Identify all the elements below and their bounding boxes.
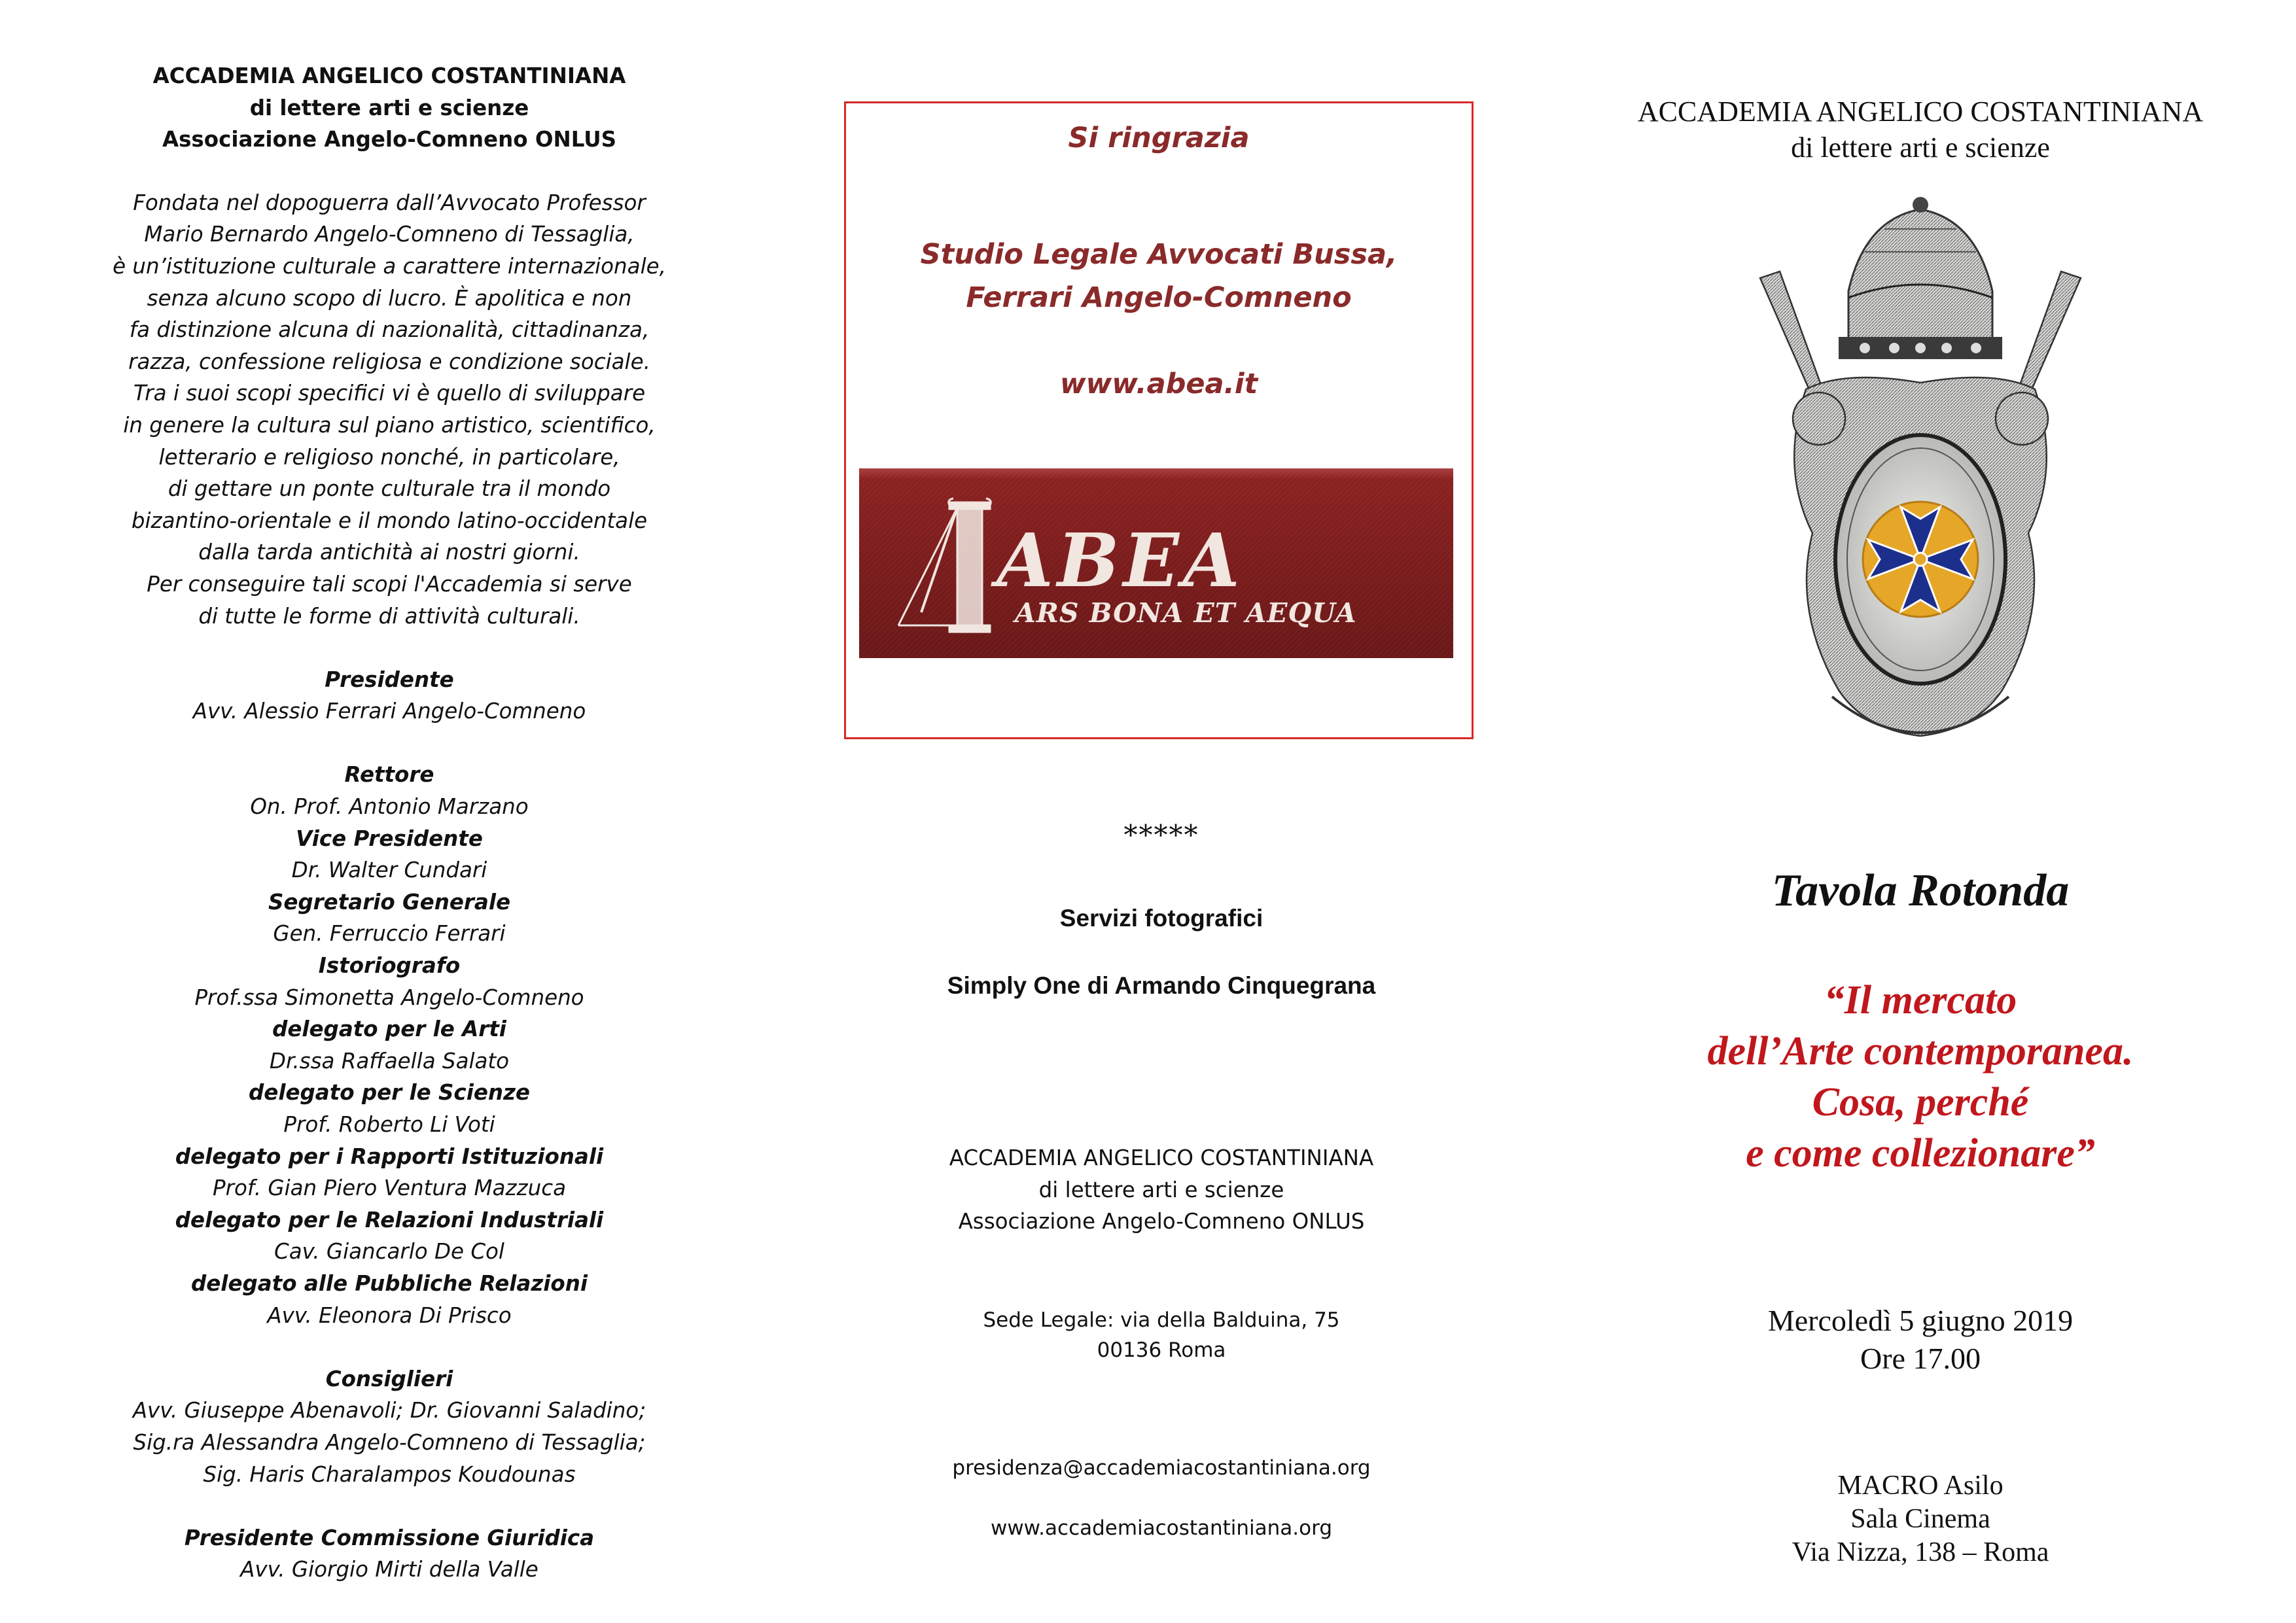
cover-academy-name: ACCADEMIA ANGELICO COSTANTINIANA (1637, 96, 2204, 128)
person-name: Cav. Giancarlo De Col (274, 1239, 504, 1265)
person-name: Dr. Walter Cundari (291, 858, 487, 883)
consiglieri-block (52, 1363, 726, 1490)
about-line: fa distinzione alcuna di nazionalità, cittadinanza, (129, 317, 650, 343)
sponsor-url[interactable]: www.abea.it (1059, 368, 1258, 400)
about-line: Mario Bernardo Angelo-Comneno di Tessaglia, (144, 222, 635, 247)
about-line: di gettare un ponte culturale tra il mondo (168, 476, 611, 502)
presidente-block (52, 664, 726, 727)
crown-icon (1839, 197, 2002, 359)
academy-name: ACCADEMIA ANGELICO COSTANTINIANA (152, 63, 626, 88)
right-panel (1583, 0, 2257, 1623)
about-line: dalla tarda antichità ai nostri giorni. (198, 540, 580, 565)
middle-org-block (844, 1142, 1479, 1238)
person-name: Avv. Eleonora Di Prisco (267, 1302, 512, 1328)
event-time: Ore 17.00 (1860, 1342, 1981, 1375)
middle-panel (844, 0, 1479, 1623)
role-title: delegato alle Pubbliche Relazioni (191, 1270, 588, 1296)
address-line: 00136 Roma (1097, 1338, 1226, 1362)
sponsor-line: Studio Legale Avvocati Bussa, (920, 238, 1398, 271)
event-title-line: e come collezionare” (1746, 1131, 2095, 1176)
photo-services-label: Servizi fotografici (1059, 905, 1263, 932)
event-type: Tavola Rotonda (1771, 865, 2070, 916)
role-title: Consiglieri (325, 1366, 453, 1391)
person-name: Dr.ssa Raffaella Salato (269, 1048, 510, 1073)
academy-header (52, 60, 726, 156)
about-line: Fondata nel dopoguerra dall’Avvocato Professor (133, 190, 646, 215)
about-line: razza, confessione religiosa e condizione sociale. (128, 349, 650, 374)
role-title: Rettore (344, 762, 434, 788)
about-line: bizantino-orientale e il mondo latino-occidentale (131, 508, 648, 533)
about-line: di tutte le forme di attività culturali. (198, 603, 580, 629)
abea-logo (859, 468, 1453, 658)
about-line: Per conseguire tali scopi l'Accademia si serve (147, 571, 632, 597)
person-name: Gen. Ferruccio Ferrari (273, 921, 506, 947)
academy-subtitle: di lettere arti e scienze (249, 95, 529, 120)
person-name: Avv. Giorgio Mirti della Valle (240, 1557, 539, 1582)
person-name: On. Prof. Antonio Marzano (250, 794, 529, 820)
venue-line: Sala Cinema (1850, 1504, 1990, 1534)
person-name: Sig.ra Alessandra Angelo-Comneno di Tessaglia; (133, 1429, 646, 1455)
person-name: Prof. Roberto Li Voti (283, 1112, 495, 1137)
event-venue (1583, 1469, 2257, 1569)
org-line: Associazione Angelo-Comneno ONLUS (958, 1209, 1365, 1234)
academy-crest-emblem (1734, 193, 2107, 769)
role-title: Presidente Commissione Giuridica (184, 1525, 595, 1550)
cover-academy-subtitle: di lettere arti e scienze (1791, 131, 2050, 164)
left-panel (52, 0, 726, 1623)
about-line: è un’istituzione culturale a carattere internazionale, (113, 253, 666, 279)
contact-website[interactable]: www.accademiacostantiniana.org (990, 1516, 1333, 1540)
org-line: ACCADEMIA ANGELICO COSTANTINIANA (949, 1145, 1374, 1170)
logo-wordmark: ABEA (997, 518, 1244, 604)
association-name: Associazione Angelo-Comneno ONLUS (162, 127, 617, 152)
abea-logo-graphic (859, 468, 1453, 658)
acknowledgement-box (844, 101, 1474, 739)
commissione-block (52, 1522, 726, 1586)
about-text (52, 187, 726, 632)
event-date: Mercoledì 5 giugno 2019 (1767, 1304, 2074, 1337)
role-title: delegato per le Arti (272, 1017, 506, 1042)
officers-list (52, 759, 726, 1331)
person-name: Sig. Haris Charalampos Koudounas (203, 1461, 576, 1487)
photo-credit: Simply One di Armando Cinquegrana (947, 972, 1376, 999)
thanks-title: Si ringrazia (1068, 122, 1250, 154)
person-name: Avv. Giuseppe Abenavoli; Dr. Giovanni Saladino; (132, 1398, 646, 1423)
role-title: delegato per i Rapporti Istituzionali (175, 1143, 604, 1169)
sponsor-line: Ferrari Angelo-Comneno (966, 281, 1352, 314)
event-title-line: “Il mercato (1824, 978, 2017, 1022)
venue-line: MACRO Asilo (1837, 1471, 2004, 1501)
contact-email[interactable]: presidenza@accademiacostantiniana.org (952, 1456, 1371, 1480)
event-title-line: dell’Arte contemporanea. (1707, 1029, 2134, 1073)
role-title: Segretario Generale (268, 889, 511, 915)
sponsor-name (846, 233, 1472, 319)
about-line: Tra i suoi scopi specifici vi è quello di sviluppare (133, 381, 646, 406)
about-line: letterario e religioso nonché, in particolare, (158, 444, 620, 470)
event-datetime (1583, 1302, 2257, 1378)
venue-line: Via Nizza, 138 – Roma (1792, 1537, 2049, 1567)
address-block (844, 1305, 1479, 1365)
role-title: Istoriografo (318, 953, 461, 979)
address-line: Sede Legale: via della Balduina, 75 (983, 1308, 1340, 1332)
role-title: delegato per le Scienze (249, 1080, 530, 1106)
event-title (1583, 975, 2257, 1179)
about-line: senza alcuno scopo di lucro. È apolitica e non (147, 285, 632, 311)
person-name: Avv. Alessio Ferrari Angelo-Comneno (192, 699, 586, 724)
about-line: in genere la cultura sul piano artistico, scientifico, (123, 412, 656, 438)
logo-motto: ARS BONA ET AEQUA (1015, 597, 1357, 629)
role-title: Presidente (325, 667, 454, 692)
person-name: Prof.ssa Simonetta Angelo-Comneno (194, 985, 584, 1010)
role-title: delegato per le Relazioni Industriali (175, 1207, 604, 1232)
person-name: Prof. Gian Piero Ventura Mazzuca (213, 1176, 566, 1201)
event-title-line: Cosa, perché (1812, 1080, 2029, 1125)
role-title: Vice Presidente (296, 826, 483, 851)
separator-stars: ***** (1123, 819, 1199, 851)
org-line: di lettere arti e scienze (1038, 1177, 1284, 1202)
